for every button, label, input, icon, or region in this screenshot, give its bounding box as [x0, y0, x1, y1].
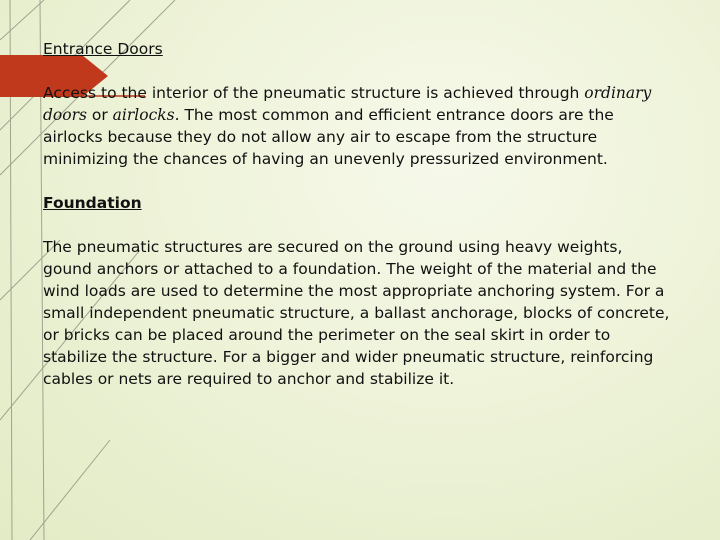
section-heading-entrance-doors: Entrance Doors [43, 40, 163, 58]
paragraph-text-before: Access to the interior of the pneumatic structure is achieved through [43, 84, 585, 102]
paragraph-text-after: The most common and efficient entrance doors are the airlocks because they do not allow any air to escape from the structure minimizing the chances of having an unevenly pressurized environment. [43, 106, 614, 168]
emphasis-airlocks: airlocks. [112, 106, 180, 124]
paragraph-text-middle: or [86, 106, 113, 124]
slide-content [43, 38, 673, 390]
emphasis-ordinary-doors: ordinary doors [43, 84, 652, 124]
section-heading-foundation: Foundation [43, 194, 142, 212]
section-paragraph-foundation: The pneumatic structures are secured on the ground using heavy weights, gound anchors or attached to a foundation. The weight of the material and the wind loads are used to determine the most appropriate anchoring system. For a small independent pneumatic structure, a ballast anchorage, blocks of concrete, or bricks can be placed around the perimeter on the seal skirt in order to stabilize the structure. For a bigger and wider pneumatic structure, reinforcing cables or nets are required to anchor and stabilize it. [43, 238, 670, 388]
section-paragraph-entrance-doors [43, 82, 673, 170]
